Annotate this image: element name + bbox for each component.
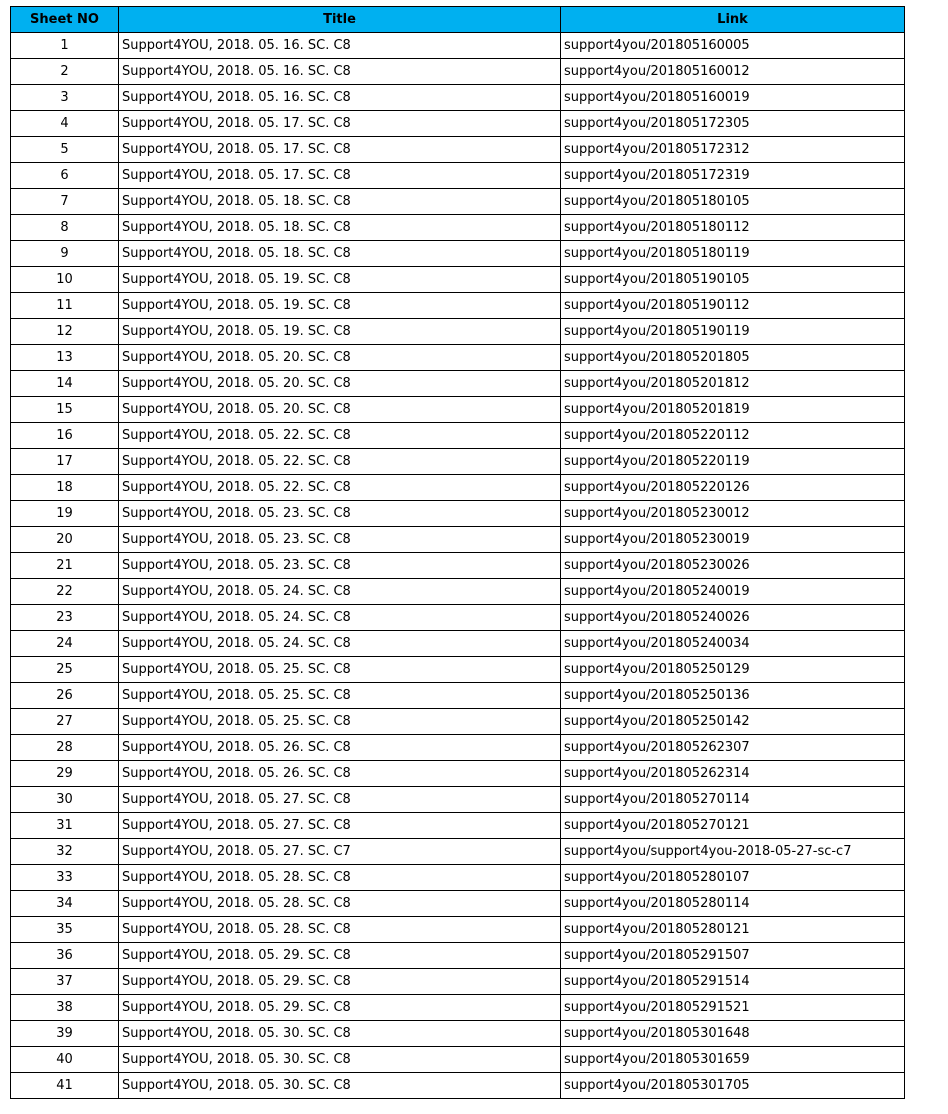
sheet-no-cell: 17: [11, 449, 119, 475]
sheet-no-cell: 19: [11, 501, 119, 527]
sheet-no-cell: 30: [11, 787, 119, 813]
link-cell: support4you/201805240026: [561, 605, 905, 631]
title-cell: Support4YOU, 2018. 05. 29. SC. C8: [119, 995, 561, 1021]
link-cell: support4you/201805220119: [561, 449, 905, 475]
table-row: [11, 1047, 905, 1073]
link-cell: support4you/201805172312: [561, 137, 905, 163]
title-cell: Support4YOU, 2018. 05. 28. SC. C8: [119, 891, 561, 917]
link-cell: support4you/201805240019: [561, 579, 905, 605]
table-row: [11, 293, 905, 319]
sheet-no-cell: 32: [11, 839, 119, 865]
table-row: [11, 605, 905, 631]
title-cell: Support4YOU, 2018. 05. 24. SC. C8: [119, 631, 561, 657]
table-row: [11, 683, 905, 709]
sheet-table: [10, 6, 905, 1099]
link-cell: support4you/201805301659: [561, 1047, 905, 1073]
table-row: [11, 969, 905, 995]
title-cell: Support4YOU, 2018. 05. 17. SC. C8: [119, 137, 561, 163]
title-cell: Support4YOU, 2018. 05. 27. SC. C7: [119, 839, 561, 865]
table-row: [11, 215, 905, 241]
title-cell: Support4YOU, 2018. 05. 22. SC. C8: [119, 475, 561, 501]
link-cell: support4you/201805250129: [561, 657, 905, 683]
title-cell: Support4YOU, 2018. 05. 23. SC. C8: [119, 527, 561, 553]
sheet-no-cell: 28: [11, 735, 119, 761]
title-cell: Support4YOU, 2018. 05. 25. SC. C8: [119, 709, 561, 735]
sheet-no-cell: 35: [11, 917, 119, 943]
title-cell: Support4YOU, 2018. 05. 19. SC. C8: [119, 319, 561, 345]
table-row: [11, 579, 905, 605]
sheet-no-cell: 20: [11, 527, 119, 553]
link-cell: support4you/201805160012: [561, 59, 905, 85]
table-row: [11, 501, 905, 527]
header-row: [11, 7, 905, 33]
table-row: [11, 735, 905, 761]
link-cell: support4you/201805280107: [561, 865, 905, 891]
link-cell: support4you/201805230019: [561, 527, 905, 553]
title-cell: Support4YOU, 2018. 05. 27. SC. C8: [119, 813, 561, 839]
link-cell: support4you/201805172319: [561, 163, 905, 189]
table-body: [11, 33, 905, 1099]
table-row: [11, 345, 905, 371]
table-row: [11, 423, 905, 449]
sheet-no-cell: 27: [11, 709, 119, 735]
table-row: [11, 33, 905, 59]
table-row: [11, 631, 905, 657]
sheet-no-cell: 12: [11, 319, 119, 345]
table-row: [11, 111, 905, 137]
link-cell: support4you/201805230026: [561, 553, 905, 579]
title-cell: Support4YOU, 2018. 05. 20. SC. C8: [119, 371, 561, 397]
table-row: [11, 527, 905, 553]
title-cell: Support4YOU, 2018. 05. 16. SC. C8: [119, 59, 561, 85]
link-cell: support4you/201805220126: [561, 475, 905, 501]
table-row: [11, 943, 905, 969]
table-row: [11, 241, 905, 267]
sheet-no-cell: 18: [11, 475, 119, 501]
link-cell: support4you/201805291521: [561, 995, 905, 1021]
table-row: [11, 189, 905, 215]
sheet-no-cell: 22: [11, 579, 119, 605]
title-cell: Support4YOU, 2018. 05. 23. SC. C8: [119, 553, 561, 579]
link-cell: support4you/201805190105: [561, 267, 905, 293]
sheet-no-cell: 36: [11, 943, 119, 969]
table-row: [11, 59, 905, 85]
sheet-no-cell: 10: [11, 267, 119, 293]
table-row: [11, 475, 905, 501]
table-row: [11, 891, 905, 917]
title-cell: Support4YOU, 2018. 05. 17. SC. C8: [119, 163, 561, 189]
table-row: [11, 813, 905, 839]
title-cell: Support4YOU, 2018. 05. 29. SC. C8: [119, 943, 561, 969]
title-cell: Support4YOU, 2018. 05. 24. SC. C8: [119, 579, 561, 605]
header-link: Link: [561, 7, 905, 33]
title-cell: Support4YOU, 2018. 05. 16. SC. C8: [119, 85, 561, 111]
sheet-no-cell: 26: [11, 683, 119, 709]
sheet-no-cell: 2: [11, 59, 119, 85]
link-cell: support4you/201805280121: [561, 917, 905, 943]
title-cell: Support4YOU, 2018. 05. 18. SC. C8: [119, 215, 561, 241]
link-cell: support4you/201805160019: [561, 85, 905, 111]
link-cell: support4you/201805250136: [561, 683, 905, 709]
header-title: Title: [119, 7, 561, 33]
table-row: [11, 449, 905, 475]
table-row: [11, 995, 905, 1021]
table-row: [11, 787, 905, 813]
sheet-no-cell: 4: [11, 111, 119, 137]
table-row: [11, 267, 905, 293]
link-cell: support4you/201805301648: [561, 1021, 905, 1047]
table-row: [11, 761, 905, 787]
sheet-no-cell: 24: [11, 631, 119, 657]
sheet-no-cell: 5: [11, 137, 119, 163]
title-cell: Support4YOU, 2018. 05. 25. SC. C8: [119, 683, 561, 709]
link-cell: support4you/support4you-2018-05-27-sc-c7: [561, 839, 905, 865]
table-row: [11, 1073, 905, 1099]
sheet-no-cell: 13: [11, 345, 119, 371]
title-cell: Support4YOU, 2018. 05. 28. SC. C8: [119, 865, 561, 891]
sheet-no-cell: 38: [11, 995, 119, 1021]
title-cell: Support4YOU, 2018. 05. 22. SC. C8: [119, 423, 561, 449]
table-row: [11, 553, 905, 579]
title-cell: Support4YOU, 2018. 05. 17. SC. C8: [119, 111, 561, 137]
sheet-no-cell: 39: [11, 1021, 119, 1047]
sheet-no-cell: 6: [11, 163, 119, 189]
title-cell: Support4YOU, 2018. 05. 30. SC. C8: [119, 1021, 561, 1047]
title-cell: Support4YOU, 2018. 05. 19. SC. C8: [119, 293, 561, 319]
link-cell: support4you/201805201819: [561, 397, 905, 423]
link-cell: support4you/201805180112: [561, 215, 905, 241]
sheet-no-cell: 40: [11, 1047, 119, 1073]
link-cell: support4you/201805291514: [561, 969, 905, 995]
header-sheet-no: Sheet NO: [11, 7, 119, 33]
table-row: [11, 917, 905, 943]
title-cell: Support4YOU, 2018. 05. 26. SC. C8: [119, 735, 561, 761]
link-cell: support4you/201805262307: [561, 735, 905, 761]
title-cell: Support4YOU, 2018. 05. 18. SC. C8: [119, 189, 561, 215]
link-cell: support4you/201805201805: [561, 345, 905, 371]
table-row: [11, 1021, 905, 1047]
sheet-no-cell: 41: [11, 1073, 119, 1099]
sheet-no-cell: 16: [11, 423, 119, 449]
link-cell: support4you/201805280114: [561, 891, 905, 917]
title-cell: Support4YOU, 2018. 05. 20. SC. C8: [119, 397, 561, 423]
title-cell: Support4YOU, 2018. 05. 29. SC. C8: [119, 969, 561, 995]
sheet-no-cell: 37: [11, 969, 119, 995]
link-cell: support4you/201805301705: [561, 1073, 905, 1099]
title-cell: Support4YOU, 2018. 05. 18. SC. C8: [119, 241, 561, 267]
link-cell: support4you/201805270121: [561, 813, 905, 839]
table-row: [11, 163, 905, 189]
title-cell: Support4YOU, 2018. 05. 27. SC. C8: [119, 787, 561, 813]
title-cell: Support4YOU, 2018. 05. 30. SC. C8: [119, 1047, 561, 1073]
link-cell: support4you/201805270114: [561, 787, 905, 813]
title-cell: Support4YOU, 2018. 05. 22. SC. C8: [119, 449, 561, 475]
table-row: [11, 137, 905, 163]
sheet-no-cell: 29: [11, 761, 119, 787]
table-row: [11, 839, 905, 865]
title-cell: Support4YOU, 2018. 05. 30. SC. C8: [119, 1073, 561, 1099]
sheet-no-cell: 31: [11, 813, 119, 839]
link-cell: support4you/201805291507: [561, 943, 905, 969]
link-cell: support4you/201805220112: [561, 423, 905, 449]
sheet-no-cell: 15: [11, 397, 119, 423]
title-cell: Support4YOU, 2018. 05. 19. SC. C8: [119, 267, 561, 293]
link-cell: support4you/201805180119: [561, 241, 905, 267]
sheet-no-cell: 8: [11, 215, 119, 241]
sheet-no-cell: 21: [11, 553, 119, 579]
link-cell: support4you/201805172305: [561, 111, 905, 137]
sheet-no-cell: 3: [11, 85, 119, 111]
table-row: [11, 319, 905, 345]
link-cell: support4you/201805180105: [561, 189, 905, 215]
sheet-no-cell: 7: [11, 189, 119, 215]
link-cell: support4you/201805230012: [561, 501, 905, 527]
title-cell: Support4YOU, 2018. 05. 20. SC. C8: [119, 345, 561, 371]
sheet-no-cell: 1: [11, 33, 119, 59]
link-cell: support4you/201805190112: [561, 293, 905, 319]
table-row: [11, 397, 905, 423]
sheet-no-cell: 23: [11, 605, 119, 631]
link-cell: support4you/201805160005: [561, 33, 905, 59]
link-cell: support4you/201805190119: [561, 319, 905, 345]
link-cell: support4you/201805240034: [561, 631, 905, 657]
sheet-no-cell: 34: [11, 891, 119, 917]
table-row: [11, 85, 905, 111]
title-cell: Support4YOU, 2018. 05. 16. SC. C8: [119, 33, 561, 59]
sheet-no-cell: 33: [11, 865, 119, 891]
link-cell: support4you/201805250142: [561, 709, 905, 735]
sheet-no-cell: 9: [11, 241, 119, 267]
title-cell: Support4YOU, 2018. 05. 25. SC. C8: [119, 657, 561, 683]
title-cell: Support4YOU, 2018. 05. 28. SC. C8: [119, 917, 561, 943]
sheet-no-cell: 11: [11, 293, 119, 319]
title-cell: Support4YOU, 2018. 05. 26. SC. C8: [119, 761, 561, 787]
table-row: [11, 371, 905, 397]
table-row: [11, 709, 905, 735]
link-cell: support4you/201805262314: [561, 761, 905, 787]
table-row: [11, 657, 905, 683]
sheet-no-cell: 25: [11, 657, 119, 683]
title-cell: Support4YOU, 2018. 05. 23. SC. C8: [119, 501, 561, 527]
title-cell: Support4YOU, 2018. 05. 24. SC. C8: [119, 605, 561, 631]
link-cell: support4you/201805201812: [561, 371, 905, 397]
sheet-no-cell: 14: [11, 371, 119, 397]
table-row: [11, 865, 905, 891]
